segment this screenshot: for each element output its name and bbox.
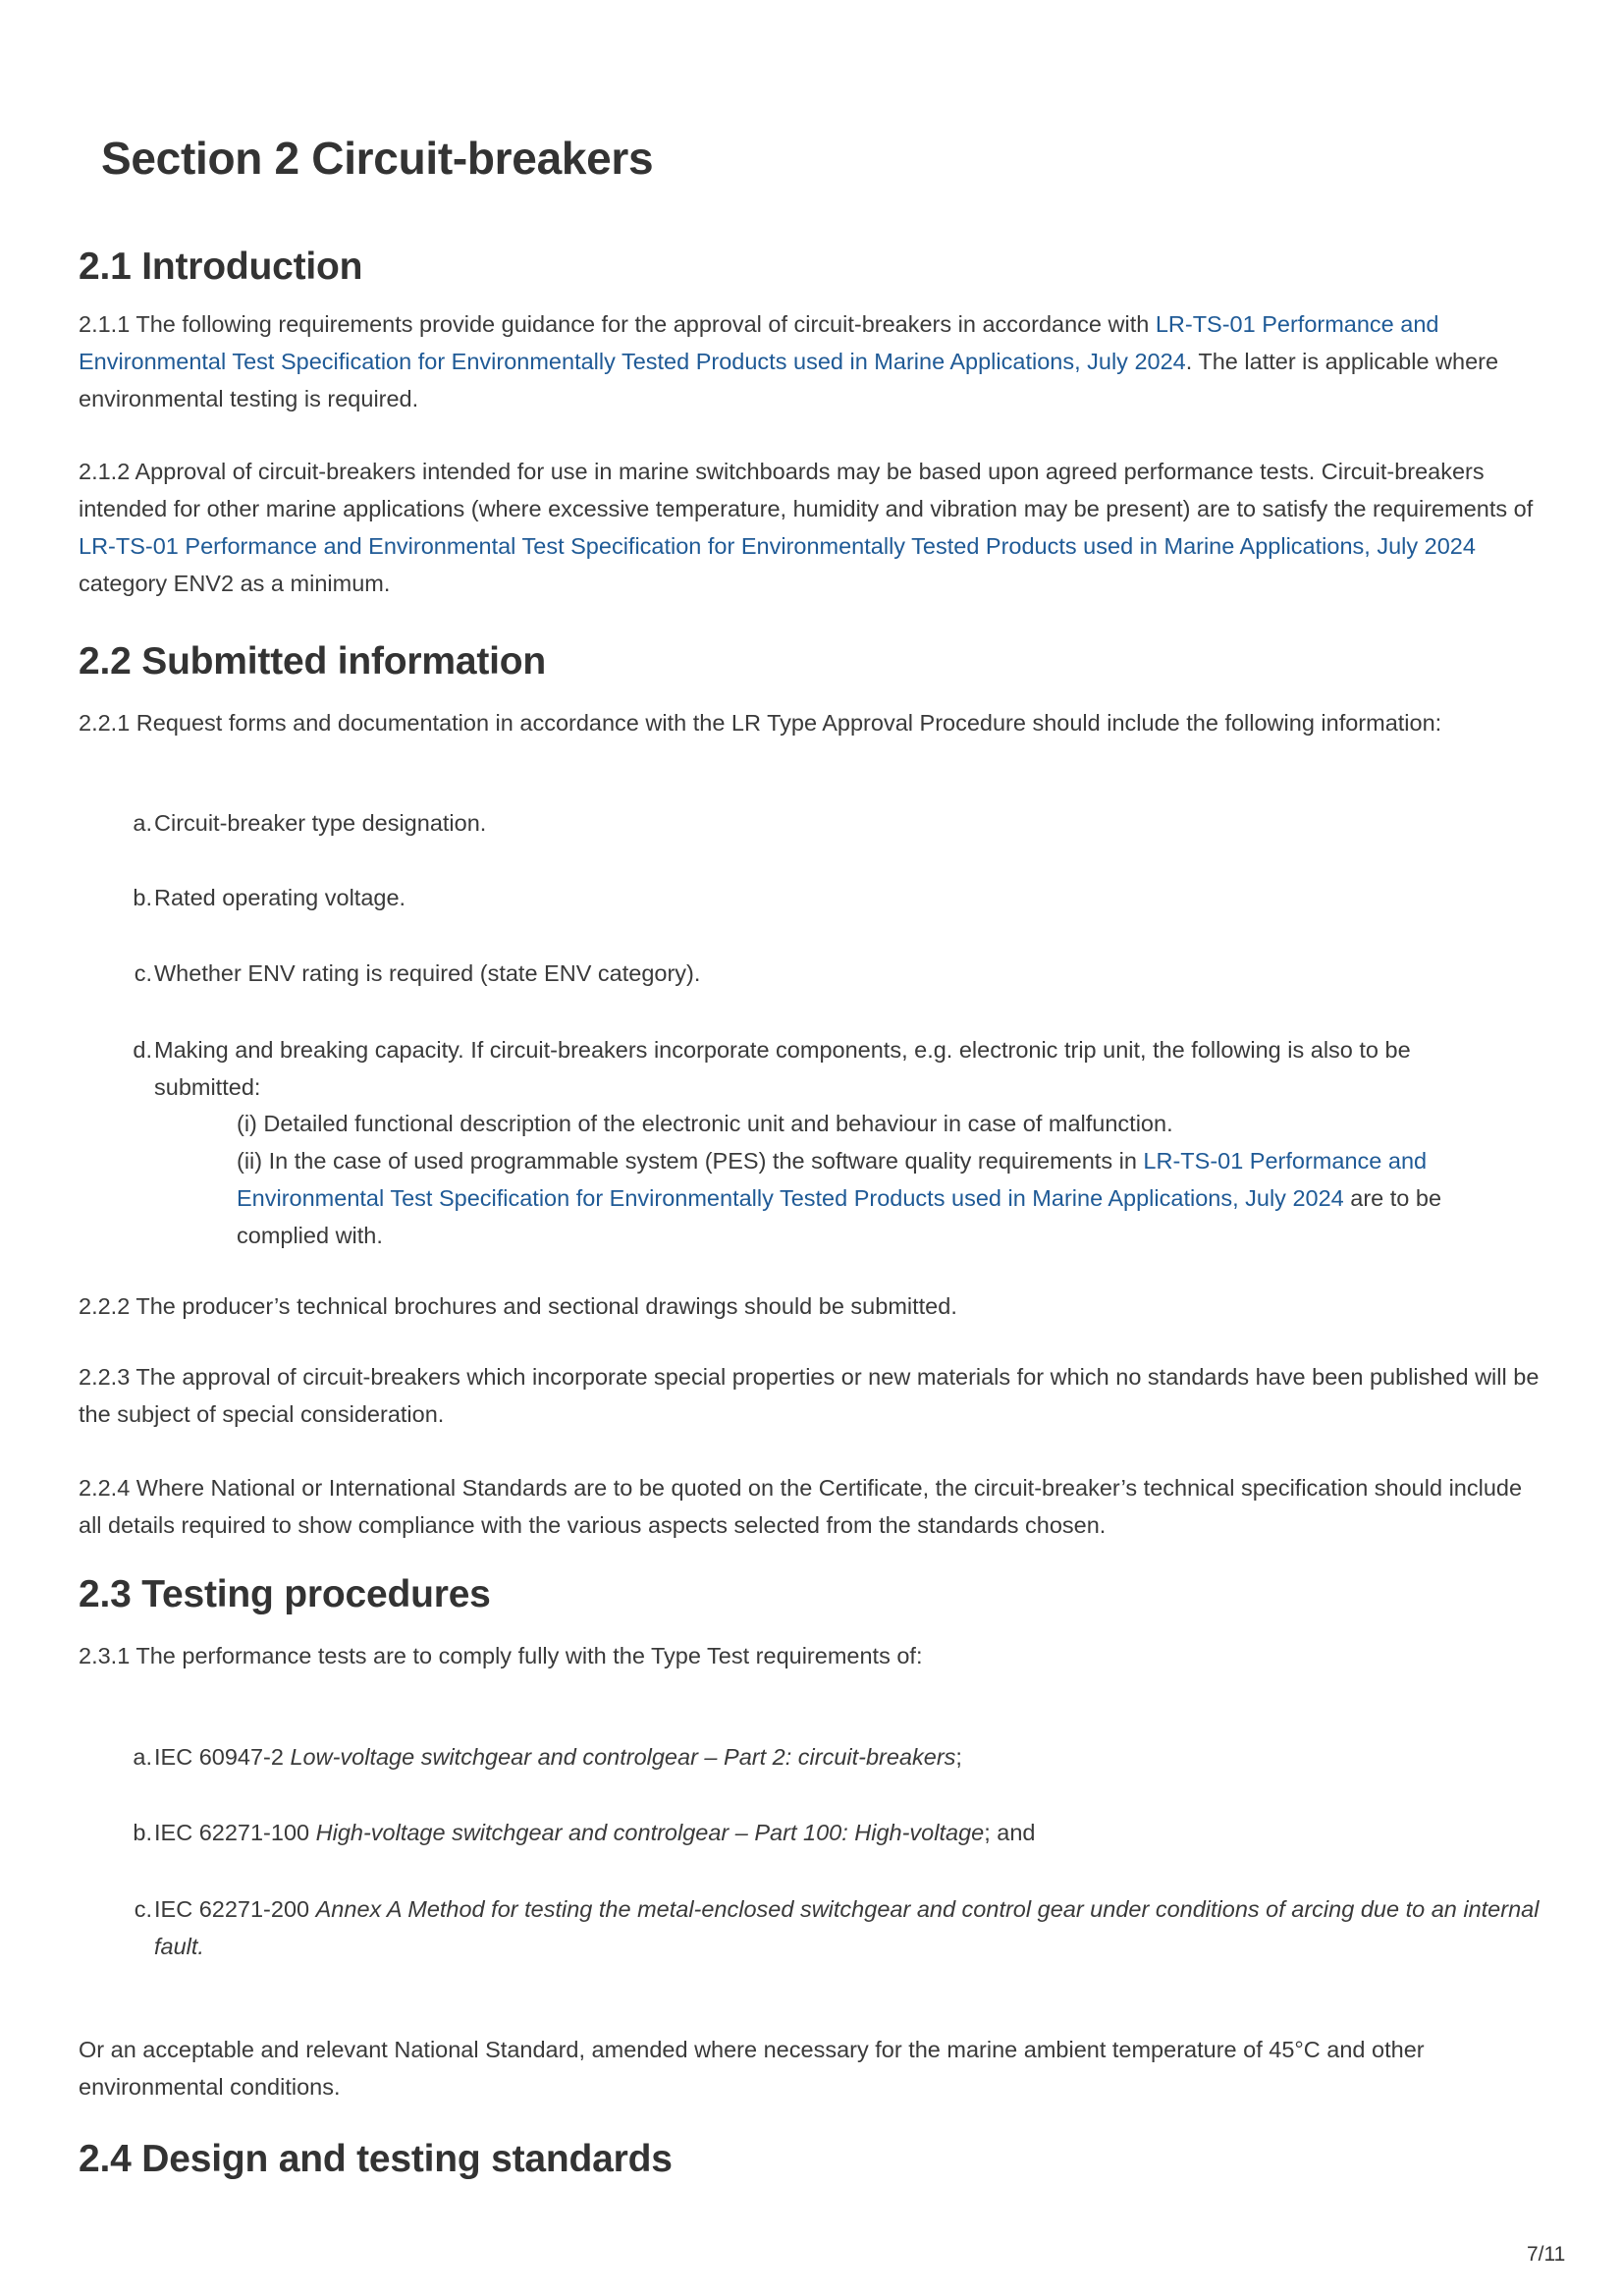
paragraph-or: Or an acceptable and relevant National Standard, amended where necessary for the marine ambient temperature of 45°C and other environmental conditions. — [79, 2037, 1425, 2100]
lr-ts-01-link[interactable]: LR-TS-01 Performance and Environmental Test Specification for Environmentally Tested Products used in Marine Applications, July 2024 — [79, 311, 1439, 374]
heading-2-1: 2.1 Introduction — [79, 246, 363, 288]
heading-2-2: 2.2 Submitted information — [79, 640, 547, 683]
list-marker: a. — [133, 810, 152, 836]
standard-title: Low-voltage switchgear and controlgear – Part 2: circuit-breakers — [290, 1744, 956, 1770]
sub-item-i: (i) Detailed functional description of the electronic unit and behaviour in case of malfunction. — [237, 1111, 1173, 1136]
list-item — [134, 955, 1509, 992]
heading-2-3: 2.3 Testing procedures — [79, 1573, 491, 1615]
standard-title: High-voltage switchgear and controlgear – Part 100: High-voltage — [315, 1820, 985, 1845]
page-number: 7/11 — [1527, 2243, 1566, 2266]
standard-code: IEC 60947-2 — [154, 1744, 291, 1770]
standard-title: Annex A Method for testing the metal-enclosed switchgear and control gear under conditions of arcing due to an internal fault. — [154, 1896, 1540, 1959]
list-item — [133, 1738, 1568, 1776]
list-item — [133, 1814, 1568, 1851]
paragraph-2-2-1: 2.2.1 Request forms and documentation in accordance with the LR Type Approval Procedure should include the following information: — [79, 710, 1442, 736]
list-item-text: Whether ENV rating is required (state ENV category). — [154, 960, 701, 986]
list-item-tail: ; — [955, 1744, 962, 1770]
list-item-text: Circuit-breaker type designation. — [154, 810, 487, 836]
list-marker: c. — [134, 1896, 152, 1922]
section-title: Section 2 Circuit-breakers — [101, 133, 654, 184]
list-item-text: Rated operating voltage. — [154, 885, 406, 910]
list-marker: b. — [133, 885, 152, 910]
paragraph-2-1-1 — [79, 305, 1551, 417]
paragraph-2-2-4: 2.2.4 Where National or International Standards are to be quoted on the Certificate, the circuit-breaker’s technical specification should include all details required to show compliance with the various aspects selected from the standards chosen. — [79, 1475, 1523, 1538]
list-item — [133, 804, 1509, 842]
paragraph-text: category ENV2 as a minimum. — [79, 571, 391, 596]
standard-code: IEC 62271-200 — [154, 1896, 316, 1922]
lr-ts-01-link[interactable]: LR-TS-01 Performance and Environmental Test Specification for Environmentally Tested Products used in Marine Applications, July 2024 — [79, 533, 1476, 559]
list-item — [133, 1031, 1460, 1106]
paragraph-text: 2.1.2 Approval of circuit-breakers intended for use in marine switchboards may be based upon agreed performance tests. Circuit-breakers intended for other marine applications (where excessive temperature, humidity and vibration may be present) are to satisfy the requirements of — [79, 459, 1534, 521]
list-marker: a. — [133, 1744, 152, 1770]
sub-item-text: are to be complied with. — [237, 1185, 1442, 1248]
list-marker: c. — [134, 960, 152, 986]
list-marker: d. — [133, 1037, 152, 1063]
heading-2-4: 2.4 Design and testing standards — [79, 2138, 673, 2180]
paragraph-2-2-2: 2.2.2 The producer’s technical brochures and sectional drawings should be submitted. — [79, 1293, 957, 1319]
list-marker: b. — [133, 1820, 152, 1845]
lr-ts-01-link[interactable]: LR-TS-01 Performance and Environmental Test Specification for Environmentally Tested Products used in Marine Applications, July 2024 — [237, 1148, 1428, 1211]
sub-item-text: (ii) In the case of used programmable system (PES) the software quality requirements in — [237, 1148, 1144, 1174]
list-item-tail: ; and — [984, 1820, 1036, 1845]
paragraph-text: 2.1.1 The following requirements provide guidance for the approval of circuit-breakers in accordance with — [79, 311, 1156, 337]
paragraph-2-3-1: 2.3.1 The performance tests are to comply fully with the Type Test requirements of: — [79, 1643, 923, 1668]
list-item — [134, 1890, 1568, 1965]
paragraph-2-1-2 — [79, 453, 1566, 602]
sub-item-ii — [237, 1142, 1513, 1254]
paragraph-2-2-3: 2.2.3 The approval of circuit-breakers which incorporate special properties or new materials for which no standards have been published will be the subject of special consideration. — [79, 1364, 1540, 1427]
standard-code: IEC 62271-100 — [154, 1820, 316, 1845]
paragraph-text: . The latter is applicable where environmental testing is required. — [79, 349, 1499, 411]
list-item — [133, 879, 1509, 916]
list-item-text: Making and breaking capacity. If circuit-breakers incorporate components, e.g. electronic trip unit, the following is also to be submitted: — [154, 1037, 1411, 1100]
